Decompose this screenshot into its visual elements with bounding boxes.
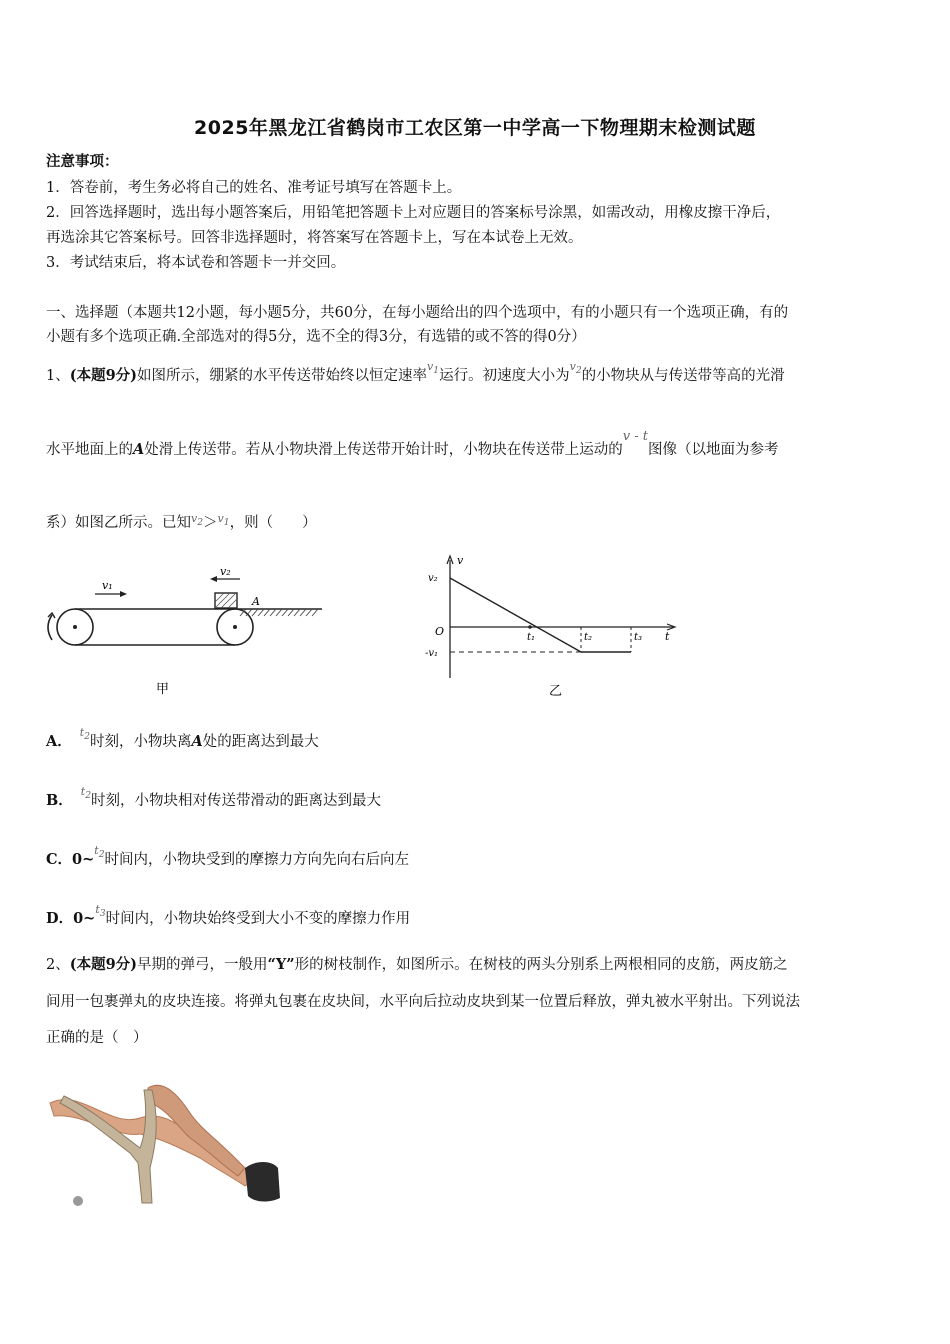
t3-label: t₃: [634, 632, 643, 643]
figure-conveyor-belt: [40, 560, 330, 700]
question-1-line: 1、(本题9分)如图所示，绷紧的水平传送带始终以恒定速率$^{v_1}$运行。初速度大小为$^{v_2}$的小物块从与传送带等高的光滑: [46, 360, 785, 384]
notice-item: 3．考试结束后，将本试卷和答题卡一并交回。: [46, 255, 346, 271]
ground-hatching: [240, 609, 318, 616]
option-d[interactable]: D．0~$^{t_3}$时间内，小物块始终受到大小不变的摩擦力作用: [46, 903, 411, 927]
option-a[interactable]: A．$^{t_2}$时刻，小物块离A处的距离达到最大: [46, 726, 319, 750]
v-axis-label: v: [457, 554, 464, 567]
velocity-line-decel: [450, 578, 581, 652]
v2-tick-label: v₂: [428, 573, 438, 584]
figure-caption: 乙: [549, 684, 563, 699]
question-2-line: 间用一包裹弹丸的皮块连接。将弹丸包裹在皮块间，水平向后拉动皮块到某一位置后释放，弹丸被水平射出。下列说法: [46, 994, 800, 1010]
symbol-t2: t2: [79, 726, 91, 743]
figure-vt-graph: [415, 550, 685, 700]
notice-heading: 注意事项：: [46, 153, 119, 170]
rotation-arrow-icon: [48, 615, 52, 640]
notice-item: 再选涂其它答案标号。回答非选择题时，将答案写在答题卡上，写在本试卷上无效。: [46, 230, 583, 246]
t-axis-label: t: [665, 630, 670, 643]
question-1-line: 系）如图乙所示。已知$^{v_2}$＞$^{v_1}$，则（ ）: [46, 512, 317, 531]
symbol-v1: v1: [217, 512, 230, 529]
notice-item: 1．答卷前，考生务必将自己的姓名、准考证号填写在答题卡上。: [46, 180, 462, 196]
symbol-t2: t2: [94, 844, 105, 861]
t2-label: t₂: [584, 632, 593, 643]
notice-item: 2．回答选择题时，选出每小题答案后，用铅笔把答题卡上对应题目的答案标号涂黑，如需改动，用橡皮擦干净后，: [46, 205, 781, 221]
question-1-line: 水平地面上的A处滑上传送带。若从小物块滑上传送带开始计时，小物块在传送带上运动的v - t图像（以地面为参考: [46, 429, 779, 458]
section-instructions: 一、选择题（本题共12小题，每小题5分，共60分，在每小题给出的四个选项中，有的小题只有一个选项正确，有的: [46, 305, 789, 321]
t1-label: t₁: [527, 632, 536, 643]
symbol-v2: v2: [569, 360, 582, 377]
question-2-line: 正确的是（ ）: [46, 1030, 148, 1046]
v2-label: v₂: [220, 565, 231, 578]
origin-label: O: [435, 625, 445, 638]
question-2-line: 2、(本题9分)早期的弹弓，一般用“Y”形的树枝制作，如图所示。在树枝的两头分别系上两根相同的皮筋，两皮筋之: [46, 956, 788, 973]
A-label: A: [252, 595, 260, 608]
symbol-t2: t2: [80, 785, 92, 802]
belt-left-pulley: [57, 609, 93, 645]
page-title: 2025年黑龙江省鹤岗市工农区第一中学高一下物理期末检测试题: [194, 117, 756, 139]
option-c[interactable]: C．0~$^{t_2}$时间内，小物块受到的摩擦力方向先向右后向左: [46, 844, 410, 868]
figure-caption: 甲: [156, 682, 170, 697]
section-instructions: 小题有多个选项正确.全部选对的得5分，选不全的得3分，有选错的或不答的得0分）: [46, 329, 586, 345]
symbol-v1: v1: [427, 360, 440, 377]
v1-label: v₁: [102, 579, 113, 592]
symbol-vt: v - t: [622, 429, 648, 444]
neg-v1-tick-label: -v₁: [425, 648, 439, 659]
symbol-v2: v2: [191, 512, 204, 529]
symbol-t3: t3: [95, 903, 106, 920]
slingshot-image: [40, 1068, 290, 1208]
option-b[interactable]: B．$^{t_2}$时刻，小物块相对传送带滑动的距离达到最大: [46, 785, 382, 809]
